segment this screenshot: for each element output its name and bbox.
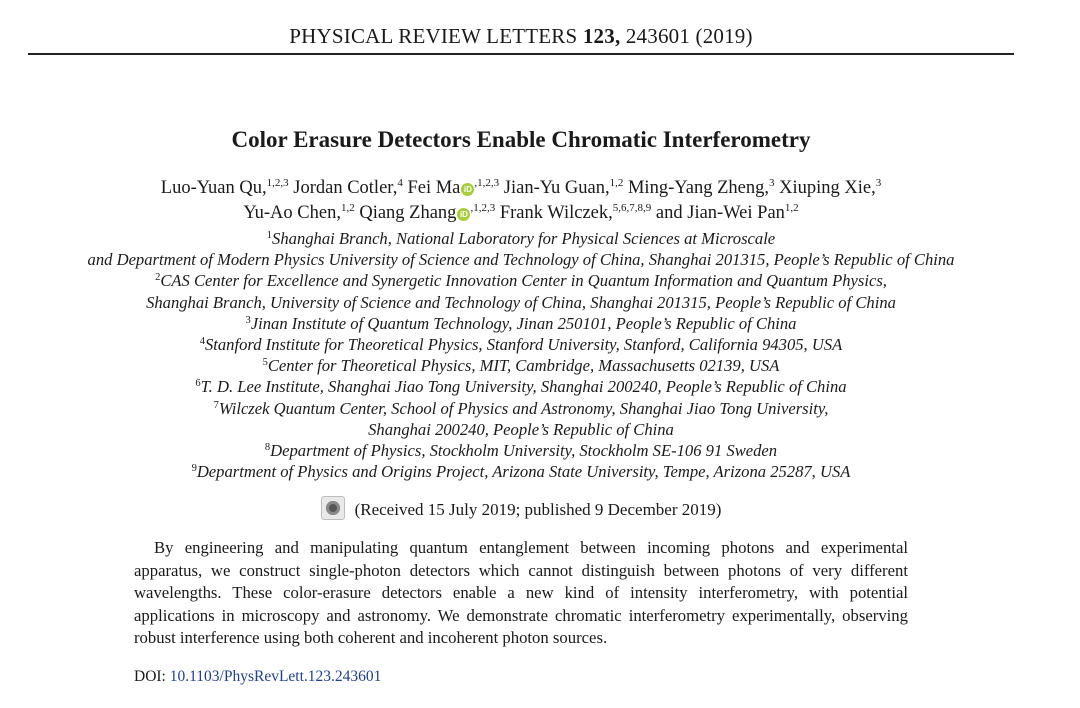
abstract xyxy=(134,537,908,650)
affiliation-text: T. D. Lee Institute, Shanghai Jiao Tong University, Shanghai 200240, People’s Republic of China xyxy=(200,377,847,397)
affiliation-line xyxy=(0,334,1042,355)
affiliation-line xyxy=(0,270,1042,291)
affiliation-line xyxy=(0,249,1042,270)
affiliation-text: Center for Theoretical Physics, MIT, Cambridge, Massachusetts 02139, USA xyxy=(267,356,780,376)
affiliation-marker: 6 xyxy=(195,378,201,390)
affiliation-marker: 9 xyxy=(191,463,197,475)
affiliation-marker: 4 xyxy=(199,336,205,348)
author xyxy=(628,178,774,198)
author-name: Yu-Ao Chen, xyxy=(243,203,341,223)
affiliation-marker: 2 xyxy=(155,272,161,284)
affiliation-marker: 8 xyxy=(264,442,271,454)
affiliation-list xyxy=(0,228,1042,482)
orcid-icon[interactable]: iD xyxy=(457,208,470,221)
affiliation-line xyxy=(0,228,1042,249)
affiliation-line xyxy=(0,440,1042,461)
author-affiliation-marker: 1,2 xyxy=(609,177,624,189)
paper-title: Color Erasure Detectors Enable Chromatic Interferometry xyxy=(231,127,811,152)
author-affiliation-marker: 1,2 xyxy=(784,202,799,214)
author-name: Ming-Yang Zheng, xyxy=(627,178,769,198)
affiliation-text: Stanford Institute for Theoretical Physics, Stanford University, Stanford, California 94305, USA xyxy=(204,335,843,355)
affiliation-text: and Department of Modern Physics University of Science and Technology of China, Shanghai 201315, People’s Republic of China xyxy=(87,250,955,270)
author-affiliation-marker: 1,2 xyxy=(340,202,355,214)
orcid-icon[interactable]: iD xyxy=(461,183,474,196)
author xyxy=(407,178,499,198)
author-name: Luo-Yuan Qu, xyxy=(160,178,267,198)
affiliation-line xyxy=(0,398,1042,419)
affiliation-text: Shanghai 200240, People’s Republic of China xyxy=(368,419,674,439)
author-affiliation-marker: 5,6,7,8,9 xyxy=(612,202,652,214)
author-list xyxy=(0,176,1042,226)
affiliation-text: Shanghai Branch, University of Science and Technology of China, Shanghai 201315, People’s Republic of China xyxy=(146,292,896,312)
running-head xyxy=(0,24,1042,49)
affiliation-line xyxy=(0,419,1042,440)
author-name: Xiuping Xie, xyxy=(779,178,876,198)
affiliation-marker: 5 xyxy=(262,357,268,369)
doi-link[interactable]: 10.1103/PhysRevLett.123.243601 xyxy=(169,668,382,685)
author xyxy=(161,178,289,198)
doi-label: DOI: xyxy=(134,668,166,685)
author xyxy=(504,178,624,198)
received-dates xyxy=(0,496,1042,520)
affiliation-line xyxy=(0,313,1042,334)
article-number-year: 243601 (2019) xyxy=(625,24,753,48)
abstract-text: By engineering and manipulating quantum entanglement between incoming photons and experimental apparatus, we construct single-photon detectors which cannot distinguish between photons of very different wavelengths. These color-erasure detectors enable a new kind of intensity interferometry, with potential applications in microscopy and astronomy. We demonstrate chromatic interferometry experimentally, observing robust interference using both coherent and incoherent photon sources. xyxy=(134,538,908,647)
author xyxy=(293,178,403,198)
author xyxy=(243,203,354,223)
received-text: (Received 15 July 2019; published 9 December 2019) xyxy=(354,500,722,519)
author-affiliation-marker: ,1,2,3 xyxy=(474,177,500,189)
author-name: Fei Ma xyxy=(407,178,461,198)
header-rule xyxy=(28,53,1014,55)
affiliation-marker: 7 xyxy=(213,399,219,411)
affiliation-line xyxy=(0,292,1042,313)
doi xyxy=(134,668,381,686)
journal-name: PHYSICAL REVIEW LETTERS xyxy=(289,24,578,48)
author-name: and Jian-Wei Pan xyxy=(655,203,785,223)
affiliation-line xyxy=(0,355,1042,376)
affiliation-text: Department of Physics and Origins Project, Arizona State University, Tempe, Arizona 25287, USA xyxy=(196,462,851,482)
affiliation-text: Wilczek Quantum Center, School of Physics and Astronomy, Shanghai Jiao Tong University, xyxy=(218,398,829,418)
author-name: Frank Wilczek, xyxy=(499,203,613,223)
author xyxy=(359,203,495,223)
affiliation-marker: 1 xyxy=(266,230,273,241)
affiliation-line xyxy=(0,461,1042,482)
affiliation-text: Department of Physics, Stockholm University, Stockholm SE-106 91 Sweden xyxy=(270,441,778,461)
author-affiliation-marker: 3 xyxy=(768,177,775,189)
author xyxy=(656,203,799,223)
affiliation-marker: 3 xyxy=(245,314,251,326)
author-affiliation-marker: 4 xyxy=(397,177,403,189)
author-name: Jordan Cotler, xyxy=(293,178,398,198)
affiliation-text: Jinan Institute of Quantum Technology, Jinan 250101, People’s Republic of China xyxy=(250,313,797,333)
author-affiliation-marker: 1,2,3 xyxy=(266,177,289,189)
author xyxy=(500,203,651,223)
crossmark-icon[interactable] xyxy=(321,496,345,520)
affiliation-text: CAS Center for Excellence and Synergetic Innovation Center in Quantum Information and Quantum Physics, xyxy=(160,271,887,291)
affiliation-line xyxy=(0,376,1042,397)
author-line xyxy=(0,176,1042,201)
author-name: Jian-Yu Guan, xyxy=(503,178,610,198)
author-affiliation-marker: ,1,2,3 xyxy=(470,202,496,214)
author-name: Qiang Zhang xyxy=(359,203,457,223)
author-line xyxy=(0,201,1042,226)
volume-number: 123, xyxy=(582,24,621,48)
author xyxy=(779,178,881,198)
author-affiliation-marker: 3 xyxy=(875,177,882,189)
affiliation-text: Shanghai Branch, National Laboratory for Physical Sciences at Microscale xyxy=(272,229,776,248)
